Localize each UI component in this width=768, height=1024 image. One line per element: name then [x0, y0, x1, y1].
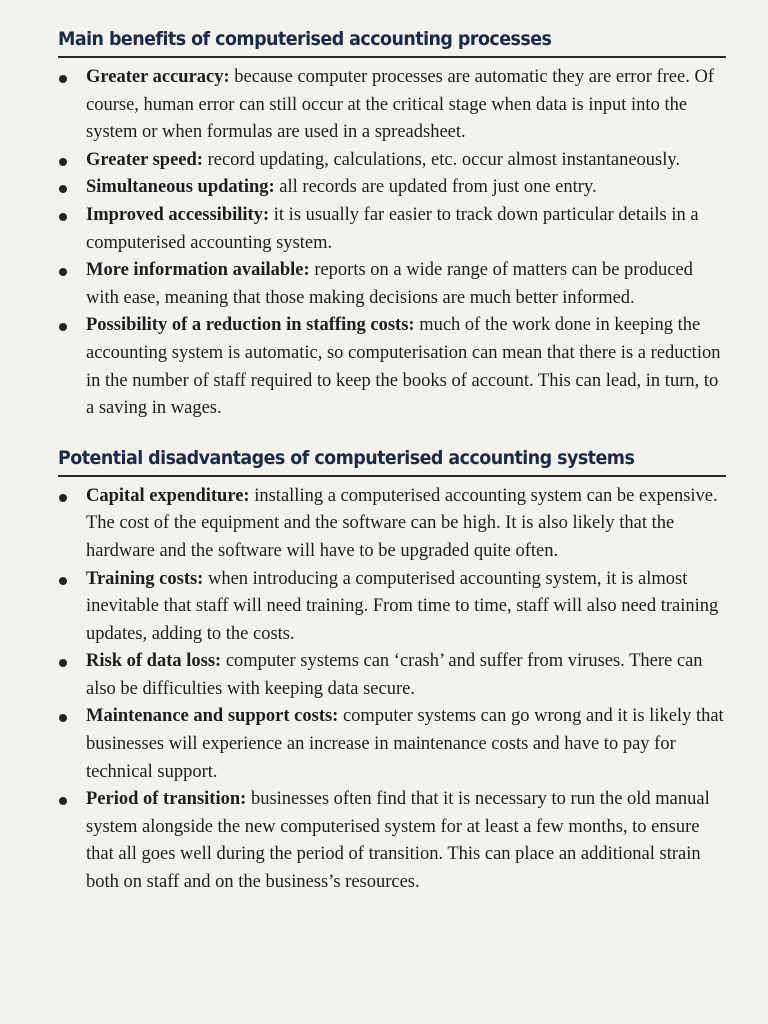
benefits-heading: Main benefits of computerised accounting processes — [58, 26, 726, 58]
list-item — [56, 786, 728, 896]
disadvantages-section — [56, 445, 728, 897]
bullet-icon — [59, 494, 67, 502]
benefits-list — [56, 64, 728, 423]
disadvantages-heading: Potential disadvantages of computerised accounting systems — [58, 445, 726, 477]
bullet-icon — [59, 185, 67, 193]
list-item — [56, 312, 728, 422]
item-term: Period of transition: — [86, 789, 247, 810]
item-text: it is usually far easier to track down particular details in a computerised accounting system. — [86, 204, 699, 253]
list-item — [56, 703, 728, 786]
item-term: Improved accessibility: — [86, 204, 270, 225]
bullet-icon — [59, 268, 67, 276]
item-text: computer systems can ‘crash’ and suffer from viruses. There can also be difficulties with keeping data secure. — [86, 651, 703, 699]
item-text: all records are updated from just one entry. — [274, 177, 597, 198]
list-item — [56, 257, 728, 312]
item-term: More information available: — [86, 260, 310, 281]
item-text: record updating, calculations, etc. occur almost instantaneously. — [202, 149, 681, 170]
item-term: Training costs: — [86, 568, 204, 589]
item-term: Greater accuracy: — [86, 67, 230, 87]
item-term: Capital expenditure: — [86, 485, 250, 506]
item-text: reports on a wide range of matters can be produced with ease, meaning that those making decisions are much better informed. — [86, 260, 693, 308]
item-text: businesses often find that it is necessary to run the old manual system alongside the new computerised system for at least a few months, to ensure that all goes well during the period of transition. This can place an additional strain both on staff and on the business’s resources. — [86, 789, 710, 893]
item-term: Simultaneous updating: — [86, 177, 275, 198]
list-item — [56, 64, 728, 147]
list-item — [56, 648, 728, 703]
disadvantages-list — [56, 483, 728, 897]
list-item — [56, 147, 728, 175]
bullet-icon — [59, 714, 67, 722]
list-item — [56, 566, 728, 649]
item-term: Greater speed: — [86, 149, 203, 170]
item-text: much of the work done in keeping the accounting system is automatic, so computerisation can mean that there is a reduction in the number of staff required to keep the books of account. This can lead, in turn, to a saving in wages. — [86, 315, 721, 419]
item-text: computer systems can go wrong and it is likely that businesses will experience an increase in maintenance costs and have to pay for technical support. — [86, 706, 724, 782]
bullet-icon — [59, 797, 67, 805]
list-item — [56, 483, 728, 566]
bullet-icon — [59, 577, 67, 585]
bullet-icon — [59, 213, 67, 221]
benefits-section — [56, 26, 728, 423]
bullet-icon — [59, 323, 67, 331]
list-item — [56, 174, 728, 202]
item-text: when introducing a computerised accounting system, it is almost inevitable that staff will need training. From time to time, staff will also need training updates, adding to the costs. — [86, 568, 719, 644]
bullet-icon — [59, 158, 67, 166]
item-term: Maintenance and support costs: — [86, 706, 339, 727]
item-term: Risk of data loss: — [86, 651, 222, 672]
item-text: because computer processes are automatic they are error free. Of course, human error can still occur at the critical stage when data is input into the system or when formulas are used in a spreadsheet. — [86, 67, 714, 143]
list-item — [56, 202, 728, 257]
item-term: Possibility of a reduction in staffing costs: — [86, 315, 415, 336]
item-text: installing a computerised accounting system can be expensive. The cost of the equipment and the software can be high. It is also likely that the hardware and the software will have to be upgraded quite often. — [86, 485, 718, 561]
bullet-icon — [59, 75, 67, 83]
bullet-icon — [59, 659, 67, 667]
